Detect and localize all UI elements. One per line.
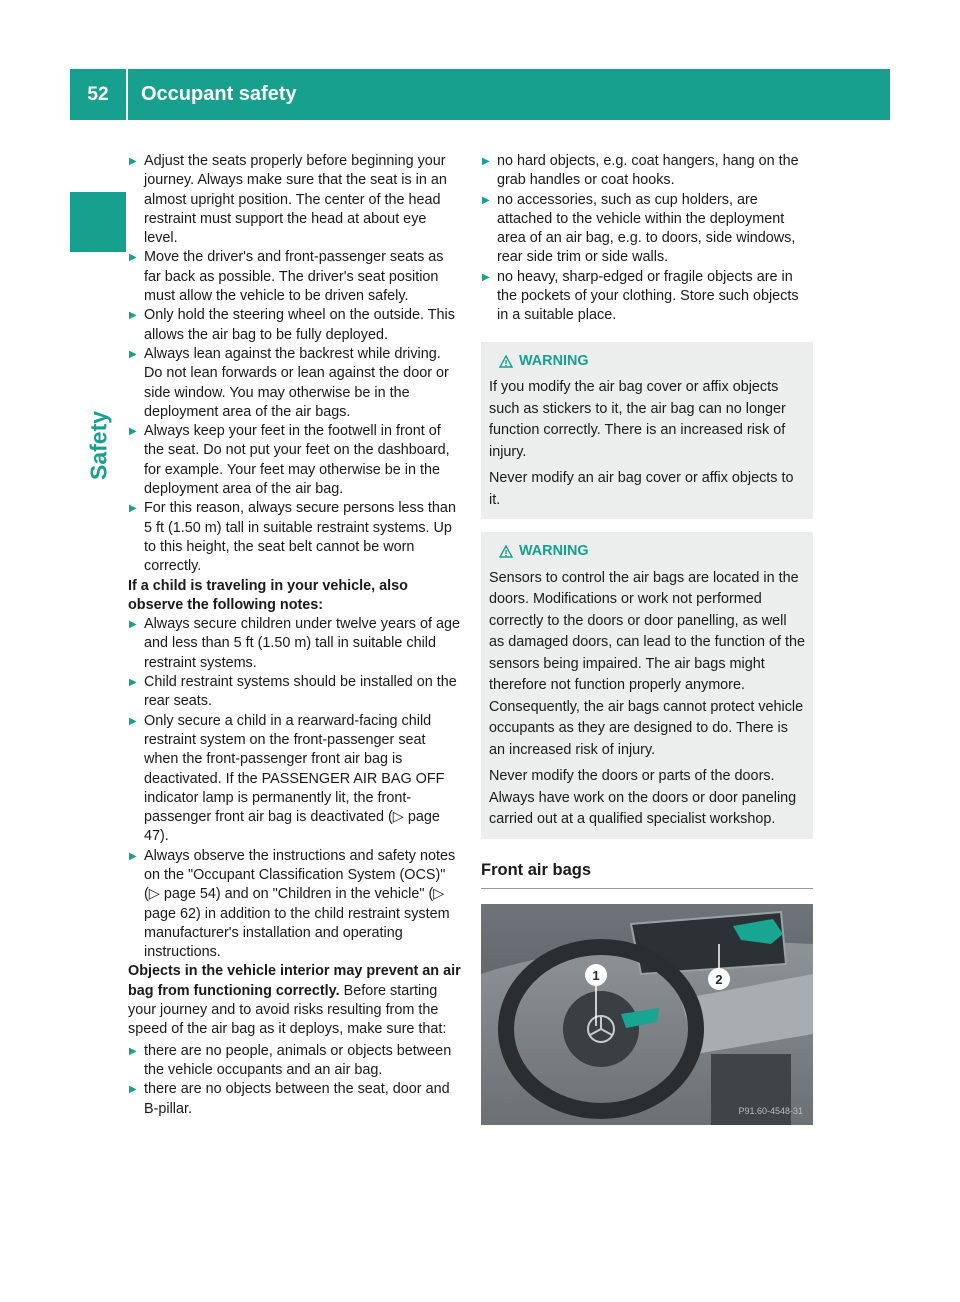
triangle-right-icon: ▶ bbox=[129, 310, 137, 322]
warning-box-door-sensors bbox=[481, 532, 813, 839]
list-item-text: no heavy, sharp-edged or fragile objects are in the pockets of your clothing. Store such objects in a suitable place. bbox=[497, 268, 799, 324]
list-item-text: Child restraint systems should be installed on the rear seats. bbox=[144, 674, 457, 710]
warning-header bbox=[489, 541, 805, 563]
triangle-right-icon: ▶ bbox=[129, 1084, 137, 1096]
list-item bbox=[128, 1042, 462, 1081]
triangle-right-icon: ▶ bbox=[129, 850, 137, 862]
list-item bbox=[128, 712, 462, 847]
list-item bbox=[128, 499, 462, 576]
page-number: 52 bbox=[87, 84, 109, 105]
triangle-right-icon: ▶ bbox=[129, 348, 137, 360]
triangle-right-icon: ▶ bbox=[129, 715, 137, 727]
list-item bbox=[128, 673, 462, 712]
warning-text: Sensors to control the air bags are located in the doors. Modifications or work not performed correctly to the doors or door panelling, as well as damaged doors, can lead to the function of the sensors being impaired. The air bags might therefore not function properly anymore. Consequently, the air bags cannot protect vehicle occupants as they are designed to do. There is an increased risk of injury. bbox=[489, 569, 806, 758]
objects-paragraph bbox=[128, 962, 462, 1039]
list-item bbox=[481, 268, 813, 326]
list-item bbox=[128, 248, 462, 306]
list-item-text: Move the driver's and front-passenger seats as far back as possible. The driver's seat position must allow the vehicle to be driven safely. bbox=[144, 249, 444, 305]
list-item-text: Adjust the seats properly before beginning your journey. Always make sure that the seat is in an almost upright position. The center of the head restraint must support the head at about eye level. bbox=[144, 153, 447, 247]
objects-text: Before starting your journey and to avoid risks resulting from the speed of the air bag as it deploys, make sure that: bbox=[128, 982, 447, 1038]
list-item bbox=[128, 306, 462, 345]
list-item bbox=[128, 847, 462, 963]
list-item-text: Always keep your feet in the footwell in front of the seat. Do not put your feet on the dashboard, for example. Your feet may otherwise be in the deployment area of the air bag. bbox=[144, 423, 450, 498]
right-column bbox=[481, 152, 813, 1125]
list-item-text: For this reason, always secure persons less than 5 ft (1.50 m) tall in suitable restraint systems. Up to this height, the seat belt cannot be worn correctly. bbox=[144, 500, 456, 575]
callout-2: 2 bbox=[715, 971, 723, 987]
header-divider bbox=[126, 69, 128, 120]
list-item-text: Only secure a child in a rearward-facing child restraint system on the front-passenger seat when the front-passenger front air bag is deactivated. If the PASSENGER AIR BAG OFF indicator lamp is permanently lit, the front-passenger front air bag is deactivated (▷ page 47). bbox=[144, 712, 445, 845]
cockpit-drawing bbox=[481, 904, 813, 1125]
child-notes-list bbox=[128, 615, 462, 962]
triangle-right-icon: ▶ bbox=[129, 156, 137, 167]
warning-text: Never modify the doors or parts of the doors. Always have work on the doors or door paneling carried out at a qualified specialist workshop. bbox=[489, 768, 797, 828]
side-tab-label: Safety bbox=[85, 410, 112, 480]
front-air-bags-illustration bbox=[481, 904, 813, 1125]
warning-triangle-icon bbox=[499, 545, 513, 558]
page-title: Occupant safety bbox=[141, 83, 297, 105]
list-item-text: Always secure children under twelve years of age and less than 5 ft (1.50 m) tall in suitable child restraint systems. bbox=[144, 616, 460, 671]
list-item-text: Always observe the instructions and safety notes on the "Occupant Classification System (OCS)" (▷ page 54) and on "Children in the vehicle" (▷ page 62) in addition to the child restraint system manufacturer's installation and operating instructions. bbox=[144, 847, 456, 961]
warning-header bbox=[489, 351, 805, 373]
warning-text: Never modify an air bag cover or affix objects to it. bbox=[489, 470, 794, 508]
warning-text: If you modify the air bag cover or affix objects such as stickers to it, the air bag can no longer function correctly. There is an increased risk of injury. bbox=[489, 379, 786, 460]
figure-id: P91.60-4548-31 bbox=[738, 1105, 803, 1116]
section-title-front-air-bags: Front air bags bbox=[481, 861, 813, 889]
list-item-text: no accessories, such as cup holders, are attached to the vehicle within the deployment area of an air bag, e.g. to doors, side windows, rear side trim or side walls. bbox=[497, 191, 796, 266]
list-item-text: there are no people, animals or objects between the vehicle occupants and an air bag. bbox=[144, 1042, 452, 1078]
triangle-right-icon: ▶ bbox=[129, 619, 137, 631]
warning-triangle-icon bbox=[499, 355, 513, 368]
list-item-text: there are no objects between the seat, door and B-pillar. bbox=[144, 1081, 450, 1117]
list-item-text: no hard objects, e.g. coat hangers, hang on the grab handles or coat hooks. bbox=[497, 153, 799, 189]
triangle-right-icon: ▶ bbox=[129, 252, 137, 264]
triangle-right-icon: ▶ bbox=[129, 503, 137, 515]
objects-list bbox=[128, 1042, 462, 1119]
list-item bbox=[128, 345, 462, 422]
triangle-right-icon: ▶ bbox=[129, 1045, 137, 1057]
triangle-right-icon: ▶ bbox=[129, 426, 137, 438]
left-column bbox=[128, 152, 462, 1119]
list-item bbox=[128, 152, 462, 248]
list-item bbox=[481, 191, 813, 268]
objects-list-continued bbox=[481, 152, 813, 326]
callout-1: 1 bbox=[592, 967, 600, 983]
list-item bbox=[128, 1080, 462, 1119]
triangle-right-icon: ▶ bbox=[482, 156, 490, 167]
list-item bbox=[481, 152, 813, 191]
warning-label: WARNING bbox=[519, 543, 589, 560]
objects-heading: Objects in the vehicle interior may prevent an air bag from functioning correctly. bbox=[128, 963, 461, 999]
list-item bbox=[128, 422, 462, 499]
triangle-right-icon: ▶ bbox=[482, 271, 490, 283]
triangle-right-icon: ▶ bbox=[482, 194, 490, 206]
triangle-right-icon: ▶ bbox=[129, 677, 137, 689]
warning-label: WARNING bbox=[519, 352, 589, 369]
list-item bbox=[128, 615, 462, 673]
child-notes-heading: If a child is traveling in your vehicle, also observe the following notes: bbox=[128, 577, 408, 613]
list-item-text: Always lean against the backrest while driving. Do not lean forwards or lean against the door or side window. You may otherwise be in the deployment area of the air bags. bbox=[144, 345, 449, 420]
warning-box-air-bag-cover bbox=[481, 342, 813, 520]
side-tab-block bbox=[70, 192, 126, 252]
seat-position-list bbox=[128, 152, 462, 577]
list-item-text: Only hold the steering wheel on the outside. This allows the air bag to be fully deployed. bbox=[144, 307, 455, 343]
